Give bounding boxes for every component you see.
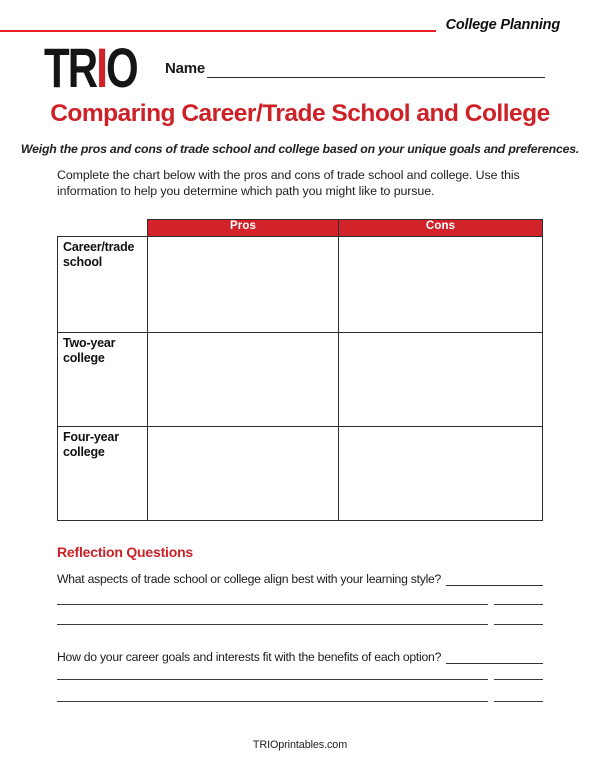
column-header-pros: Pros (148, 220, 339, 237)
answer-line[interactable] (57, 679, 488, 680)
answer-line[interactable] (57, 604, 488, 605)
question-1 (57, 570, 543, 586)
category-label: College Planning (445, 17, 560, 33)
answer-line[interactable] (494, 604, 543, 605)
cons-cell-two-year-college[interactable] (339, 333, 543, 427)
cons-cell-four-year-college[interactable] (339, 427, 543, 521)
question-2-text: How do your career goals and interests fit with the benefits of each option? (57, 650, 442, 664)
cons-cell-career-trade-school[interactable] (339, 237, 543, 333)
page-title: Comparing Career/Trade School and College (50, 100, 550, 127)
reflection-questions-heading: Reflection Questions (57, 544, 194, 560)
logo-letter-i-red: I (96, 36, 107, 99)
pros-cell-career-trade-school[interactable] (148, 237, 339, 333)
name-label: Name (165, 60, 206, 77)
question-1-answer-line[interactable] (446, 570, 543, 586)
answer-line[interactable] (494, 701, 543, 702)
row-label-career-trade-school: Career/trade school (58, 237, 148, 333)
footer-site-text: TRIOprintables.com (252, 739, 348, 751)
subtitle: Weigh the pros and cons of trade school and college based on your unique goals and preferences. (20, 142, 580, 156)
row-label-two-year-college: Two-year college (58, 333, 148, 427)
table-corner-empty (58, 220, 148, 237)
question-2 (57, 648, 543, 664)
pros-cons-table (57, 219, 543, 521)
logo-letter-o: O (106, 36, 137, 99)
pros-cell-four-year-college[interactable] (148, 427, 339, 521)
header-divider-rule (0, 30, 436, 32)
name-input-line[interactable] (207, 62, 545, 78)
instructions-text: Complete the chart below with the pros and cons of trade school and college. Use this information to help you determine which path you might like to pursue. (57, 168, 520, 198)
answer-line[interactable] (57, 624, 488, 625)
question-2-answer-line[interactable] (446, 648, 543, 664)
logo-letters-tr: TR (44, 36, 97, 99)
trio-logo (44, 36, 137, 99)
answer-line[interactable] (494, 624, 543, 625)
answer-line[interactable] (57, 701, 488, 702)
pros-cell-two-year-college[interactable] (148, 333, 339, 427)
column-header-cons: Cons (339, 220, 543, 237)
row-label-four-year-college: Four-year college (58, 427, 148, 521)
answer-line[interactable] (494, 679, 543, 680)
question-1-text: What aspects of trade school or college align best with your learning style? (57, 572, 442, 586)
